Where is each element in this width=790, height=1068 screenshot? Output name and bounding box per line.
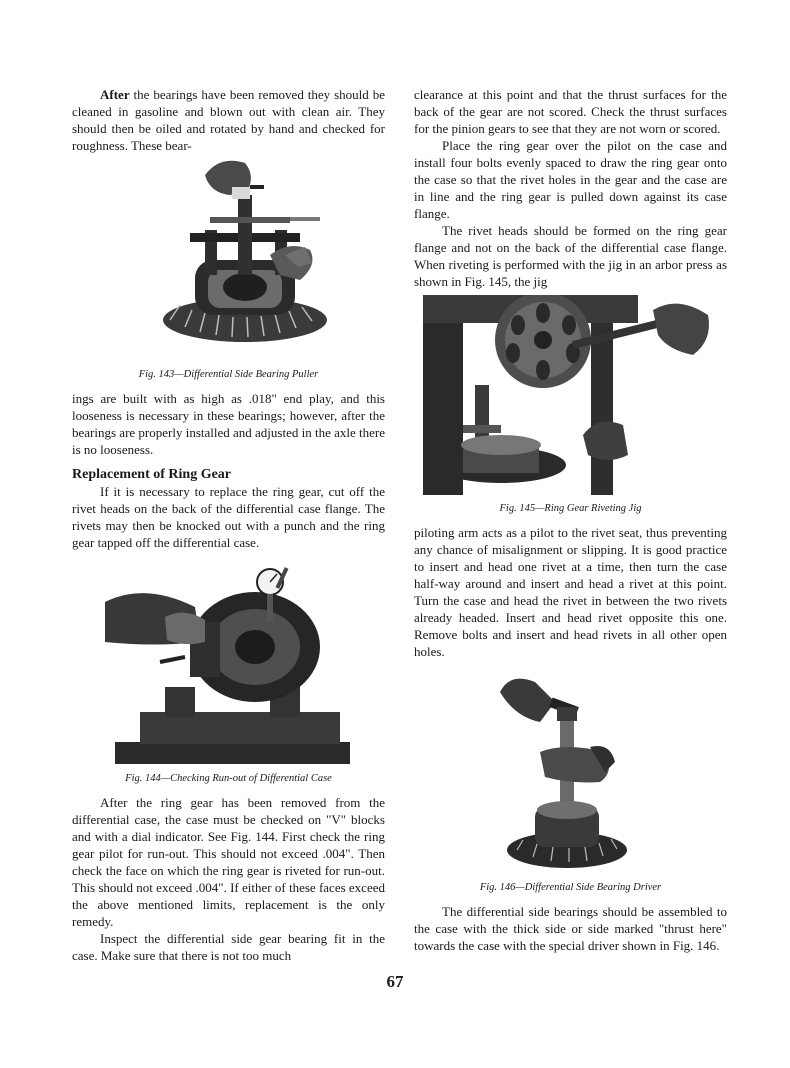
paragraph: piloting arm acts as a pilot to the rivet seat, thus preventing any chance of misalignment or slipping. It is good practice to insert and head one rivet at a time, then turn the case half-way around and insert and head a rivet at this point. Turn the case and head the rivet in between the two rivets already headed. Insert and head rivet opposite this one. Remove bolts and insert and head rivets in all other open holes. — [414, 525, 727, 659]
paragraph: After the ring gear has been removed from the differential case, the case must be checked on "V" blocks and with a dial indicator. See Fig. 144. First check the ring gear pilot for run-out. This should not exceed .004". Then check the face on which the ring gear is riveted for run-out. This should not exceed .004". If either of these faces exceed the above mentioned limits, replacement is the only remedy. — [72, 795, 385, 929]
paragraph: The differential side bearings should be assembled to the case with the thick side or side marked "thrust here" towards the case with the special driver shown in Fig. 146. — [414, 904, 727, 953]
figure-146-caption — [414, 882, 727, 893]
figure-144-photo — [105, 562, 355, 767]
left-column-middle — [72, 390, 385, 551]
right-column-bottom — [414, 903, 727, 954]
paragraph: The rivet heads should be formed on the ring gear flange and not on the back of the differential case flange. When riveting is performed with the jig in an arbor press as shown in Fig. 145, the jig — [414, 223, 727, 289]
paragraph: Place the ring gear over the pilot on the case and install four bolts evenly spaced to draw the ring gear onto the case so that the rivet holes in the gear and the case are in line and the ring gear is pulled down against its case flange. — [414, 138, 727, 221]
right-column-middle — [414, 524, 727, 660]
figure-143-photo — [150, 155, 340, 355]
figure-144-caption — [72, 773, 385, 784]
right-column-top — [414, 86, 727, 290]
section-heading: Replacement of Ring Gear — [72, 467, 232, 482]
paragraph: clearance at this point and that the thrust surfaces for the back of the gear are not scored. Check the thrust surfaces for the pinion gears to see that they are not worn or scored. — [414, 87, 727, 136]
paragraph: If it is necessary to replace the ring gear, cut off the rivet heads on the back of the differential case flange. The rivets may then be knocked out with a punch and the ring gear tapped off the differential case. — [72, 484, 385, 550]
paragraph — [72, 86, 385, 154]
lead-word: After — [100, 87, 130, 102]
figure-145-caption — [414, 503, 727, 514]
left-column-bottom — [72, 794, 385, 964]
paragraph: Inspect the differential side gear bearing fit in the case. Make sure that there is not too much — [72, 931, 385, 963]
figure-146-photo — [495, 672, 635, 872]
caption-text: Fig. 143—Differential Side Bearing Puller — [138, 369, 319, 380]
paragraph-text: the bearings have been removed they should be cleaned in gasoline and blown out with clean air. They should then be oiled and rotated by hand and checked for roughness. These bear- — [72, 87, 385, 153]
figure-143-caption — [72, 369, 385, 380]
figure-145-photo — [423, 295, 718, 495]
caption-text: Fig. 146—Differential Side Bearing Driver — [479, 882, 662, 893]
page-number: 67 — [386, 972, 404, 991]
caption-text: Fig. 144—Checking Run-out of Differential Case — [125, 773, 332, 784]
left-column-top — [72, 86, 385, 154]
caption-text: Fig. 145—Ring Gear Riveting Jig — [499, 503, 642, 514]
paragraph: ings are built with as high as .018" end play, and this looseness is necessary in these bearings; however, after the bearings are properly installed and adjusted in the axle there is no looseness. — [72, 391, 385, 457]
